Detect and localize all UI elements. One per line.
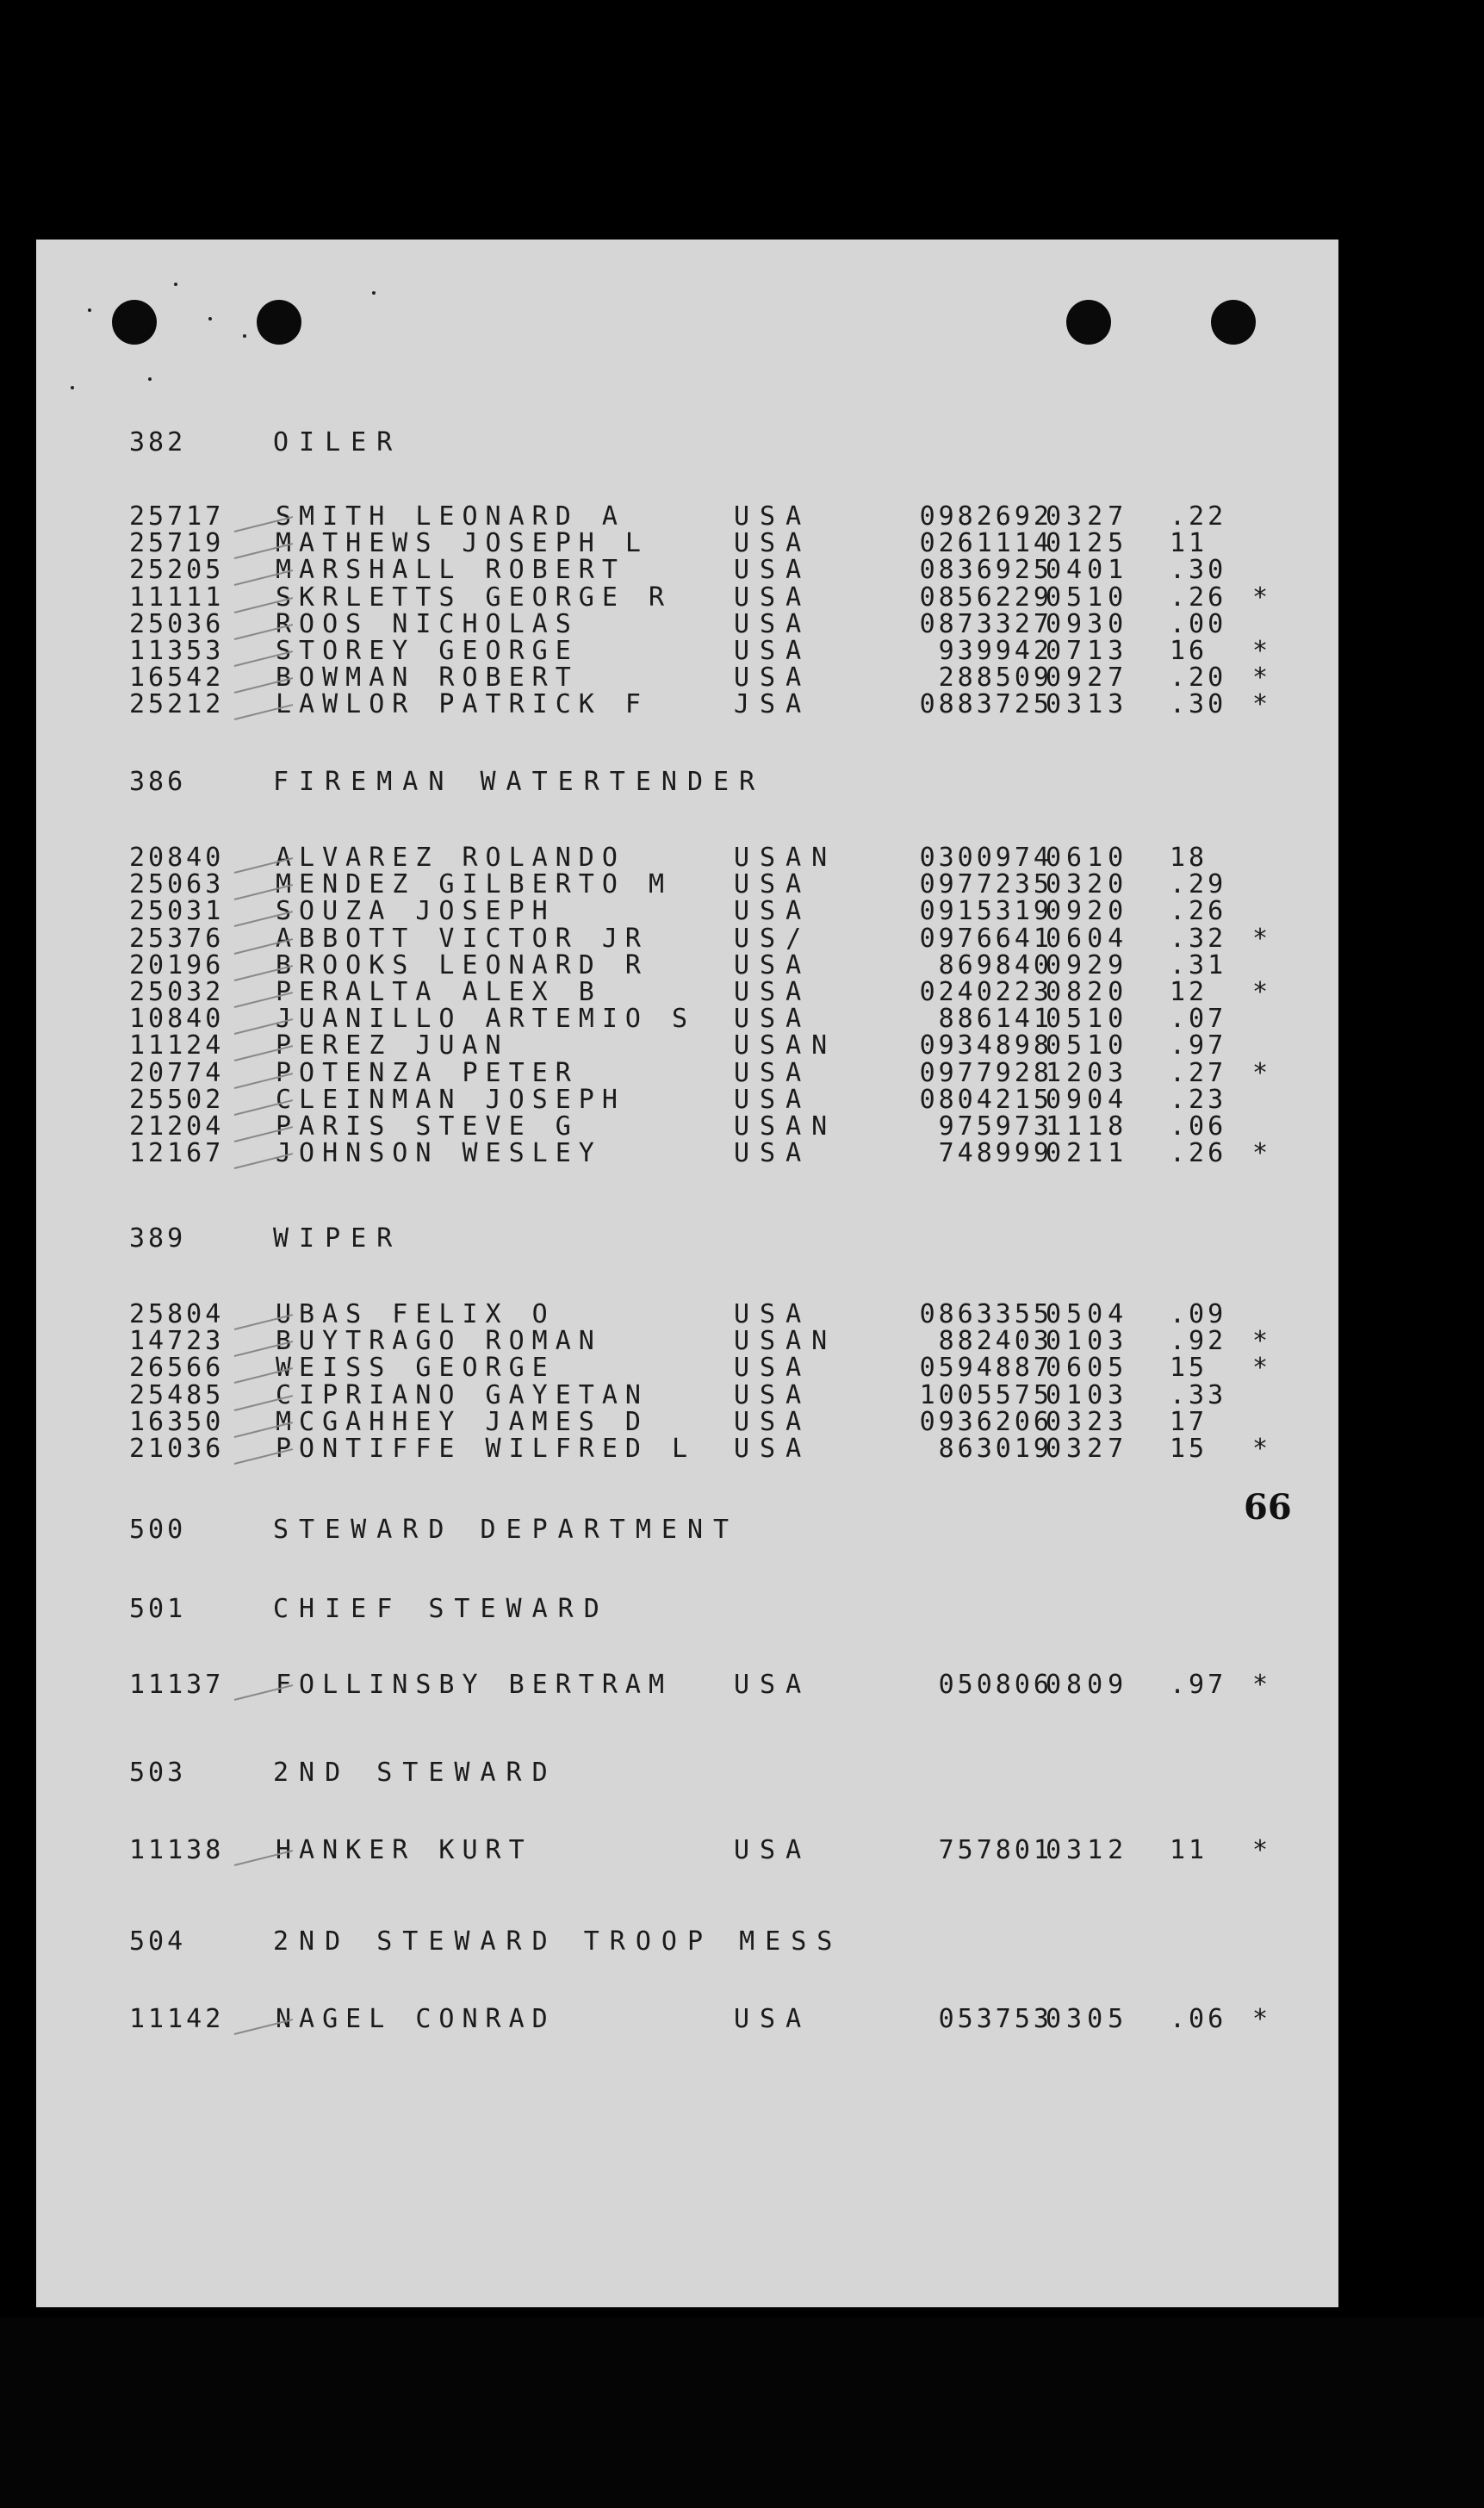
crew-name: MATHEWS JOSEPH L — [276, 528, 649, 559]
crew-wage: 11 — [1170, 528, 1208, 559]
crew-mark: * — [1252, 1835, 1269, 1865]
section-title: OILER — [273, 427, 403, 457]
crew-nationality: USA — [734, 949, 812, 980]
crew-number: 0261114 — [919, 528, 1052, 559]
crew-name: ALVAREZ ROLANDO — [276, 843, 625, 873]
crew-date: 0327 — [1046, 501, 1129, 532]
crew-row — [36, 2004, 1338, 2038]
crew-date: 0820 — [1046, 977, 1129, 1007]
crew-number: 748999 — [938, 1138, 1052, 1169]
section-title: CHIEF STEWARD — [273, 1594, 610, 1624]
crew-name: BUYTRAGO ROMAN — [276, 1326, 602, 1357]
crew-number: 0863355 — [919, 1299, 1052, 1329]
crew-name: HANKER KURT — [276, 1835, 532, 1865]
crew-id: 12167 — [129, 1138, 225, 1169]
crew-nationality: USA — [734, 1138, 812, 1169]
crew-date: 0211 — [1046, 1138, 1129, 1169]
crew-nationality: USA — [734, 555, 812, 586]
crew-date: 0510 — [1046, 582, 1129, 613]
crew-id: 11353 — [129, 636, 225, 666]
crew-number: 050806 — [938, 1670, 1052, 1700]
crew-number: 882403 — [938, 1326, 1052, 1357]
crew-nationality: USA — [734, 636, 812, 666]
crew-nationality: USA — [734, 582, 812, 613]
crew-wage: .26 — [1170, 582, 1227, 613]
crew-name: CLEINMAN JOSEPH — [276, 1084, 625, 1115]
crew-date: 0809 — [1046, 1670, 1129, 1700]
crew-nationality: USA — [734, 528, 812, 559]
crew-nationality: USA — [734, 896, 812, 927]
crew-wage: 17 — [1170, 1406, 1208, 1437]
crew-mark: * — [1252, 1057, 1269, 1088]
crew-wage: .20 — [1170, 663, 1227, 694]
crew-id: 21204 — [129, 1111, 225, 1142]
crew-id: 25205 — [129, 555, 225, 586]
crew-date: 0305 — [1046, 2004, 1129, 2034]
crew-date: 0103 — [1046, 1326, 1129, 1357]
crew-mark: * — [1252, 1353, 1269, 1384]
crew-nationality: USA — [734, 663, 812, 694]
crew-id: 25212 — [129, 689, 225, 720]
crew-name: CIPRIANO GAYETAN — [276, 1379, 649, 1410]
crew-number: 0873327 — [919, 608, 1052, 639]
speck — [88, 308, 91, 312]
crew-mark: * — [1252, 1326, 1269, 1357]
speck — [71, 386, 74, 389]
crew-mark: * — [1252, 977, 1269, 1007]
crew-id: 21036 — [129, 1434, 225, 1464]
section-heading — [36, 1515, 1338, 1549]
crew-nationality: USAN — [734, 1030, 838, 1061]
crew-wage: .26 — [1170, 896, 1227, 927]
crew-number: 0976641 — [919, 923, 1052, 954]
crew-date: 0103 — [1046, 1379, 1129, 1410]
crew-name: BROOKS LEONARD R — [276, 949, 649, 980]
crew-id: 16542 — [129, 663, 225, 694]
crew-number: 0982692 — [919, 501, 1052, 532]
crew-nationality: USA — [734, 1004, 812, 1035]
crew-number: 053753 — [938, 2004, 1052, 2034]
crew-wage: .06 — [1170, 2004, 1227, 2034]
section-code: 382 — [129, 427, 187, 457]
crew-nationality: USA — [734, 1670, 812, 1700]
crew-mark: * — [1252, 923, 1269, 954]
crew-number: 0594887 — [919, 1353, 1052, 1384]
speck — [148, 377, 152, 381]
crew-nationality: USA — [734, 1084, 812, 1115]
crew-nationality: USAN — [734, 1111, 838, 1142]
crew-mark: * — [1252, 1434, 1269, 1464]
crew-number: 0977235 — [919, 869, 1052, 900]
section-heading — [36, 1594, 1338, 1628]
crew-name: POTENZA PETER — [276, 1057, 579, 1088]
crew-date: 1203 — [1046, 1057, 1129, 1088]
crew-wage: 12 — [1170, 977, 1208, 1007]
section-heading — [36, 427, 1338, 462]
crew-row — [36, 689, 1338, 724]
crew-date: 0401 — [1046, 555, 1129, 586]
crew-date: 0930 — [1046, 608, 1129, 639]
crew-wage: .09 — [1170, 1299, 1227, 1329]
section-code: 504 — [129, 1926, 187, 1957]
section-code: 386 — [129, 767, 187, 797]
crew-name: MARSHALL ROBERT — [276, 555, 625, 586]
crew-row — [36, 1138, 1338, 1173]
section-code: 503 — [129, 1758, 187, 1788]
crew-wage: .22 — [1170, 501, 1227, 532]
crew-wage: 16 — [1170, 636, 1208, 666]
crew-nationality: USA — [734, 1835, 812, 1865]
crew-nationality: USA — [734, 1406, 812, 1437]
crew-number: 869840 — [938, 949, 1052, 980]
crew-date: 1118 — [1046, 1111, 1129, 1142]
crew-id: 25502 — [129, 1084, 225, 1115]
speck — [372, 291, 376, 295]
crew-mark: * — [1252, 689, 1269, 720]
crew-number: 0836925 — [919, 555, 1052, 586]
crew-name: SOUZA JOSEPH — [276, 896, 556, 927]
crew-nationality: US/ — [734, 923, 812, 954]
crew-date: 0313 — [1046, 689, 1129, 720]
section-title: WIPER — [273, 1223, 403, 1254]
crew-wage: .30 — [1170, 689, 1227, 720]
crew-name: ABBOTT VICTOR JR — [276, 923, 649, 954]
section-code: 500 — [129, 1515, 187, 1545]
crew-id: 20774 — [129, 1057, 225, 1088]
crew-id: 25036 — [129, 608, 225, 639]
crew-id: 11142 — [129, 2004, 225, 2034]
punch-hole-4 — [1211, 300, 1256, 345]
section-title: FIREMAN WATERTENDER — [273, 767, 766, 797]
crew-date: 0604 — [1046, 923, 1129, 954]
crew-number: 0804215 — [919, 1084, 1052, 1115]
crew-id: 20840 — [129, 843, 225, 873]
document-page — [36, 240, 1338, 2307]
crew-wage: .32 — [1170, 923, 1227, 954]
crew-date: 0929 — [1046, 949, 1129, 980]
section-code: 389 — [129, 1223, 187, 1254]
speck — [174, 283, 177, 286]
punch-hole-3 — [1066, 300, 1111, 345]
crew-number: 1005575 — [919, 1379, 1052, 1410]
crew-id: 25804 — [129, 1299, 225, 1329]
speck — [208, 317, 212, 321]
crew-id: 25032 — [129, 977, 225, 1007]
crew-nationality: USA — [734, 2004, 812, 2034]
section-code: 501 — [129, 1594, 187, 1624]
scan-background — [0, 2318, 1484, 2508]
crew-wage: .97 — [1170, 1670, 1227, 1700]
crew-id: 11138 — [129, 1835, 225, 1865]
crew-nationality: USA — [734, 608, 812, 639]
crew-number: 939942 — [938, 636, 1052, 666]
crew-id: 25376 — [129, 923, 225, 954]
crew-number: 863019 — [938, 1434, 1052, 1464]
crew-id: 10840 — [129, 1004, 225, 1035]
crew-nationality: USA — [734, 1353, 812, 1384]
crew-id: 11124 — [129, 1030, 225, 1061]
crew-id: 26566 — [129, 1353, 225, 1384]
crew-row — [36, 1670, 1338, 1704]
crew-number: 975973 — [938, 1111, 1052, 1142]
crew-number: 0936206 — [919, 1406, 1052, 1437]
crew-mark: * — [1252, 2004, 1269, 2034]
crew-mark: * — [1252, 663, 1269, 694]
crew-date: 0320 — [1046, 869, 1129, 900]
punch-hole-1 — [112, 300, 157, 345]
crew-name: UBAS FELIX O — [276, 1299, 556, 1329]
crew-date: 0610 — [1046, 843, 1129, 873]
section-heading — [36, 1223, 1338, 1258]
crew-id: 25719 — [129, 528, 225, 559]
crew-date: 0327 — [1046, 1434, 1129, 1464]
crew-mark: * — [1252, 636, 1269, 666]
crew-date: 0605 — [1046, 1353, 1129, 1384]
crew-nationality: USA — [734, 1057, 812, 1088]
crew-name: JOHNSON WESLEY — [276, 1138, 602, 1169]
crew-number: 288509 — [938, 663, 1052, 694]
crew-nationality: USA — [734, 977, 812, 1007]
crew-wage: .23 — [1170, 1084, 1227, 1115]
crew-name: SMITH LEONARD A — [276, 501, 625, 532]
crew-wage: .33 — [1170, 1379, 1227, 1410]
crew-name: JUANILLO ARTEMIO S — [276, 1004, 696, 1035]
crew-wage: .27 — [1170, 1057, 1227, 1088]
crew-name: PEREZ JUAN — [276, 1030, 509, 1061]
crew-id: 20196 — [129, 949, 225, 980]
crew-id: 16350 — [129, 1406, 225, 1437]
crew-wage: .07 — [1170, 1004, 1227, 1035]
section-title: 2ND STEWARD TROOP MESS — [273, 1926, 843, 1957]
crew-name: BOWMAN ROBERT — [276, 663, 579, 694]
crew-name: SKRLETTS GEORGE R — [276, 582, 673, 613]
crew-name: LAWLOR PATRICK F — [276, 689, 649, 720]
crew-date: 0504 — [1046, 1299, 1129, 1329]
crew-date: 0713 — [1046, 636, 1129, 666]
crew-id: 25031 — [129, 896, 225, 927]
crew-name: PONTIFFE WILFRED L — [276, 1434, 696, 1464]
crew-date: 0312 — [1046, 1835, 1129, 1865]
crew-name: WEISS GEORGE — [276, 1353, 556, 1384]
crew-nationality: USA — [734, 1434, 812, 1464]
crew-number: 0934898 — [919, 1030, 1052, 1061]
crew-nationality: USA — [734, 1299, 812, 1329]
crew-id: 11111 — [129, 582, 225, 613]
crew-wage: .92 — [1170, 1326, 1227, 1357]
crew-number: 886141 — [938, 1004, 1052, 1035]
crew-wage: .97 — [1170, 1030, 1227, 1061]
page-number: 66 — [1244, 1487, 1292, 1528]
crew-wage: .26 — [1170, 1138, 1227, 1169]
crew-date: 0510 — [1046, 1004, 1129, 1035]
crew-number: 0915319 — [919, 896, 1052, 927]
crew-nationality: USA — [734, 869, 812, 900]
crew-wage: .29 — [1170, 869, 1227, 900]
crew-date: 0927 — [1046, 663, 1129, 694]
crew-nationality: USA — [734, 1379, 812, 1410]
crew-wage: 18 — [1170, 843, 1208, 873]
section-heading — [36, 1926, 1338, 1961]
crew-id: 25717 — [129, 501, 225, 532]
crew-name: MENDEZ GILBERTO M — [276, 869, 673, 900]
crew-row — [36, 1835, 1338, 1870]
crew-id: 14723 — [129, 1326, 225, 1357]
speck — [243, 334, 246, 338]
crew-wage: 15 — [1170, 1353, 1208, 1384]
section-heading — [36, 1758, 1338, 1792]
section-heading — [36, 767, 1338, 801]
crew-date: 0920 — [1046, 896, 1129, 927]
crew-number: 0300974 — [919, 843, 1052, 873]
crew-id: 11137 — [129, 1670, 225, 1700]
crew-wage: .06 — [1170, 1111, 1227, 1142]
crew-number: 0977928 — [919, 1057, 1052, 1088]
crew-wage: .30 — [1170, 555, 1227, 586]
crew-name: PARIS STEVE G — [276, 1111, 579, 1142]
crew-number: 0240223 — [919, 977, 1052, 1007]
section-title: 2ND STEWARD — [273, 1758, 558, 1788]
crew-date: 0904 — [1046, 1084, 1129, 1115]
crew-date: 0510 — [1046, 1030, 1129, 1061]
crew-name: NAGEL CONRAD — [276, 2004, 556, 2034]
crew-date: 0323 — [1046, 1406, 1129, 1437]
crew-nationality: USA — [734, 501, 812, 532]
section-title: STEWARD DEPARTMENT — [273, 1515, 740, 1545]
crew-id: 25063 — [129, 869, 225, 900]
crew-name: FOLLINSBY BERTRAM — [276, 1670, 673, 1700]
crew-number: 0856229 — [919, 582, 1052, 613]
crew-nationality: USAN — [734, 1326, 838, 1357]
crew-name: ROOS NICHOLAS — [276, 608, 579, 639]
crew-mark: * — [1252, 1670, 1269, 1700]
crew-mark: * — [1252, 582, 1269, 613]
crew-date: 0125 — [1046, 528, 1129, 559]
crew-nationality: USAN — [734, 843, 838, 873]
crew-id: 25485 — [129, 1379, 225, 1410]
crew-number: 757801 — [938, 1835, 1052, 1865]
crew-name: PERALTA ALEX B — [276, 977, 602, 1007]
crew-name: STOREY GEORGE — [276, 636, 579, 666]
crew-wage: 15 — [1170, 1434, 1208, 1464]
punch-hole-2 — [257, 300, 301, 345]
crew-wage: .31 — [1170, 949, 1227, 980]
crew-name: MCGAHHEY JAMES D — [276, 1406, 649, 1437]
crew-mark: * — [1252, 1138, 1269, 1169]
crew-wage: 11 — [1170, 1835, 1208, 1865]
crew-row — [36, 1434, 1338, 1468]
crew-wage: .00 — [1170, 608, 1227, 639]
crew-number: 0883725 — [919, 689, 1052, 720]
crew-nationality: JSA — [734, 689, 812, 720]
